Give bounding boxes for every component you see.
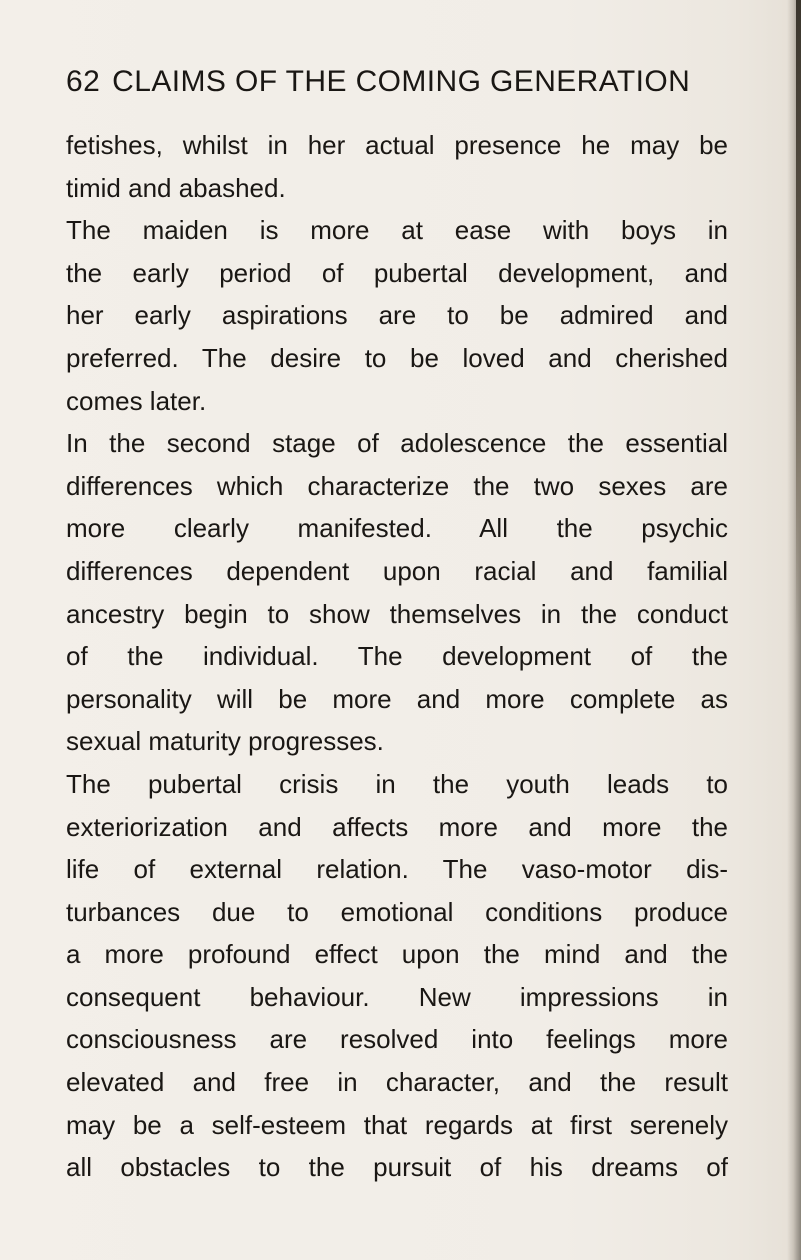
text-line: fetishes, whilst in her actual presence he may be <box>66 130 728 160</box>
text-line: the early period of pubertal development, and <box>66 257 728 288</box>
text-line: The maiden is more at ease with boys in <box>66 215 728 246</box>
text-line: turbances due to emotional conditions produce <box>66 896 728 927</box>
text-line: a more profound effect upon the mind and the <box>66 939 728 970</box>
page-number: 62 <box>66 65 101 98</box>
text-line: In the second stage of adolescence the essential <box>66 428 728 459</box>
running-title: CLAIMS OF THE COMING GENERATION <box>112 65 691 98</box>
text-line: more clearly manifested. All the psychic <box>66 513 728 544</box>
text-line: all obstacles to the pursuit of his dreams of <box>66 1152 728 1183</box>
text-line: her early aspirations are to be admired and <box>66 300 728 331</box>
text-line: consciousness are resolved into feelings more <box>66 1024 728 1055</box>
text-line: The pubertal crisis in the youth leads to <box>66 768 728 799</box>
body-text <box>66 124 728 1189</box>
text-line: differences dependent upon racial and familial <box>66 555 728 586</box>
text-line: may be a self-esteem that regards at first serenely <box>66 1109 728 1140</box>
text-line: exteriorization and affects more and more the <box>66 811 728 842</box>
running-head <box>66 62 726 102</box>
text-line: ancestry begin to show themselves in the conduct <box>66 598 728 629</box>
text-line: elevated and free in character, and the result <box>66 1067 728 1098</box>
binding-edge <box>796 0 801 640</box>
text-line: sexual maturity progresses. <box>66 726 384 757</box>
text-line: preferred. The desire to be loved and cherished <box>66 342 728 373</box>
text-line: life of external relation. The vaso-motor dis- <box>66 854 728 885</box>
text-line: consequent behaviour. New impressions in <box>66 981 728 1012</box>
text-line: timid and abashed. <box>66 172 286 203</box>
text-line: of the individual. The development of the <box>66 641 728 672</box>
text-line: differences which characterize the two sexes are <box>66 470 728 501</box>
text-line: personality will be more and more complete as <box>66 683 728 714</box>
text-line: comes later. <box>66 385 207 416</box>
